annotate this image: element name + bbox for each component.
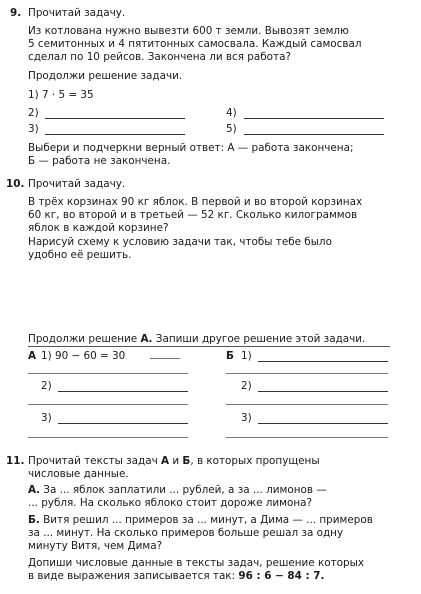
task-text-line: сделал по 10 рейсов. Закончена ли вся работа? xyxy=(28,51,291,63)
answer-line[interactable] xyxy=(226,404,388,405)
continue-text: Запиши другое решение этой задачи. xyxy=(152,333,366,345)
solution-step-4-label: 4) xyxy=(226,107,237,119)
task-number: 11. xyxy=(6,455,25,467)
continue-instruction: Продолжи решение задачи. xyxy=(28,70,183,82)
task-heading: Прочитай задачу. xyxy=(28,7,126,19)
answer-line[interactable] xyxy=(226,437,388,438)
answer-line[interactable] xyxy=(58,423,188,424)
problem-a-line xyxy=(28,484,327,497)
draw-instruction: удобно её решить. xyxy=(28,249,132,261)
task-text-line: 5 семитонных и 4 пятитонных самосвала. Каждый самосвал xyxy=(28,38,362,50)
solution-a-label: А xyxy=(28,350,37,362)
problem-b-line: минуту Витя, чем Дима? xyxy=(28,540,163,552)
task-text-line: яблок в каждой корзине? xyxy=(28,222,169,234)
answer-line[interactable] xyxy=(45,118,185,119)
problem-a-text: За ... яблок заплатили ... рублей, а за ... лимонов — xyxy=(40,484,327,496)
answer-line[interactable] xyxy=(258,423,388,424)
answer-line[interactable] xyxy=(150,358,180,359)
problem-a-label: А. xyxy=(28,484,40,496)
solution-step-5-label: 5) xyxy=(226,123,237,135)
intro-label-b: Б xyxy=(182,455,191,467)
continue-label-a: А. xyxy=(140,333,153,345)
problem-b-label: Б. xyxy=(28,514,40,526)
problem-b-text: Витя решил ... примеров за ... минут, а Дима — ... примеров xyxy=(39,514,373,526)
final-text: в виде выражения записывается так: xyxy=(28,570,239,582)
solution-b-label: Б xyxy=(226,350,234,362)
final-instruction-line xyxy=(28,570,324,583)
answer-line[interactable] xyxy=(45,134,185,135)
task-text-line: 60 кг, во второй и в третьей — 52 кг. Сколько килограммов xyxy=(28,209,358,221)
answer-line[interactable] xyxy=(226,373,388,374)
solution-b-step-3-label: 3) xyxy=(241,412,252,424)
solution-b-step-1-label: 1) xyxy=(241,350,252,362)
answer-line[interactable] xyxy=(244,134,384,135)
task-text-line: Из котлована нужно вывезти 600 т земли. Вывозят землю xyxy=(28,25,349,37)
problem-b-line: за ... минут. На сколько примеров больше решал за одну xyxy=(28,527,344,539)
problem-a-line: ... рубля. На сколько яблоко стоит дороже лимона? xyxy=(28,497,313,509)
task-text-line: В трёх корзинах 90 кг яблок. В первой и во второй корзинах xyxy=(28,196,363,208)
final-expression: 96 : 6 − 84 : 7. xyxy=(238,570,325,582)
task-heading: Прочитай задачу. xyxy=(28,178,126,190)
solution-step-3-label: 3) xyxy=(28,123,39,135)
task-number: 10. xyxy=(6,178,25,190)
task-intro-line: числовые данные. xyxy=(28,468,129,480)
task-number: 9. xyxy=(10,7,22,19)
final-instruction-line: Допиши числовые данные в тексты задач, решение которых xyxy=(28,557,364,569)
solution-step-2-label: 2) xyxy=(28,107,39,119)
problem-b-line xyxy=(28,514,373,527)
answer-line[interactable] xyxy=(258,391,388,392)
intro-text: , в которых пропущены xyxy=(190,455,320,467)
answer-line[interactable] xyxy=(28,404,188,405)
answer-line[interactable] xyxy=(58,391,188,392)
draw-instruction: Нарисуй схему к условию задачи так, чтобы тебе было xyxy=(28,236,332,248)
answer-line[interactable] xyxy=(28,373,188,374)
solution-b-step-2-label: 2) xyxy=(241,380,252,392)
answer-line[interactable] xyxy=(258,361,388,362)
intro-label-a: А xyxy=(161,455,170,467)
solution-step-1: 1) 7 · 5 = 35 xyxy=(28,89,94,101)
intro-text: Прочитай тексты задач xyxy=(28,455,162,467)
choose-answer-line: Б — работа не закончена. xyxy=(28,155,171,167)
solution-a-step-2-label: 2) xyxy=(41,380,52,392)
drawing-area[interactable] xyxy=(28,264,398,330)
underline xyxy=(28,346,390,347)
task-intro-line xyxy=(28,455,320,468)
continue-instruction xyxy=(28,333,365,346)
answer-line[interactable] xyxy=(28,437,188,438)
solution-a-step-3-label: 3) xyxy=(41,412,52,424)
solution-a-step-1: 1) 90 − 60 = 30 xyxy=(41,350,126,362)
intro-text: и xyxy=(169,455,183,467)
continue-text: Продолжи решение xyxy=(28,333,141,345)
answer-line[interactable] xyxy=(244,118,384,119)
choose-answer-line: Выбери и подчеркни верный ответ: А — работа закончена; xyxy=(28,142,354,154)
